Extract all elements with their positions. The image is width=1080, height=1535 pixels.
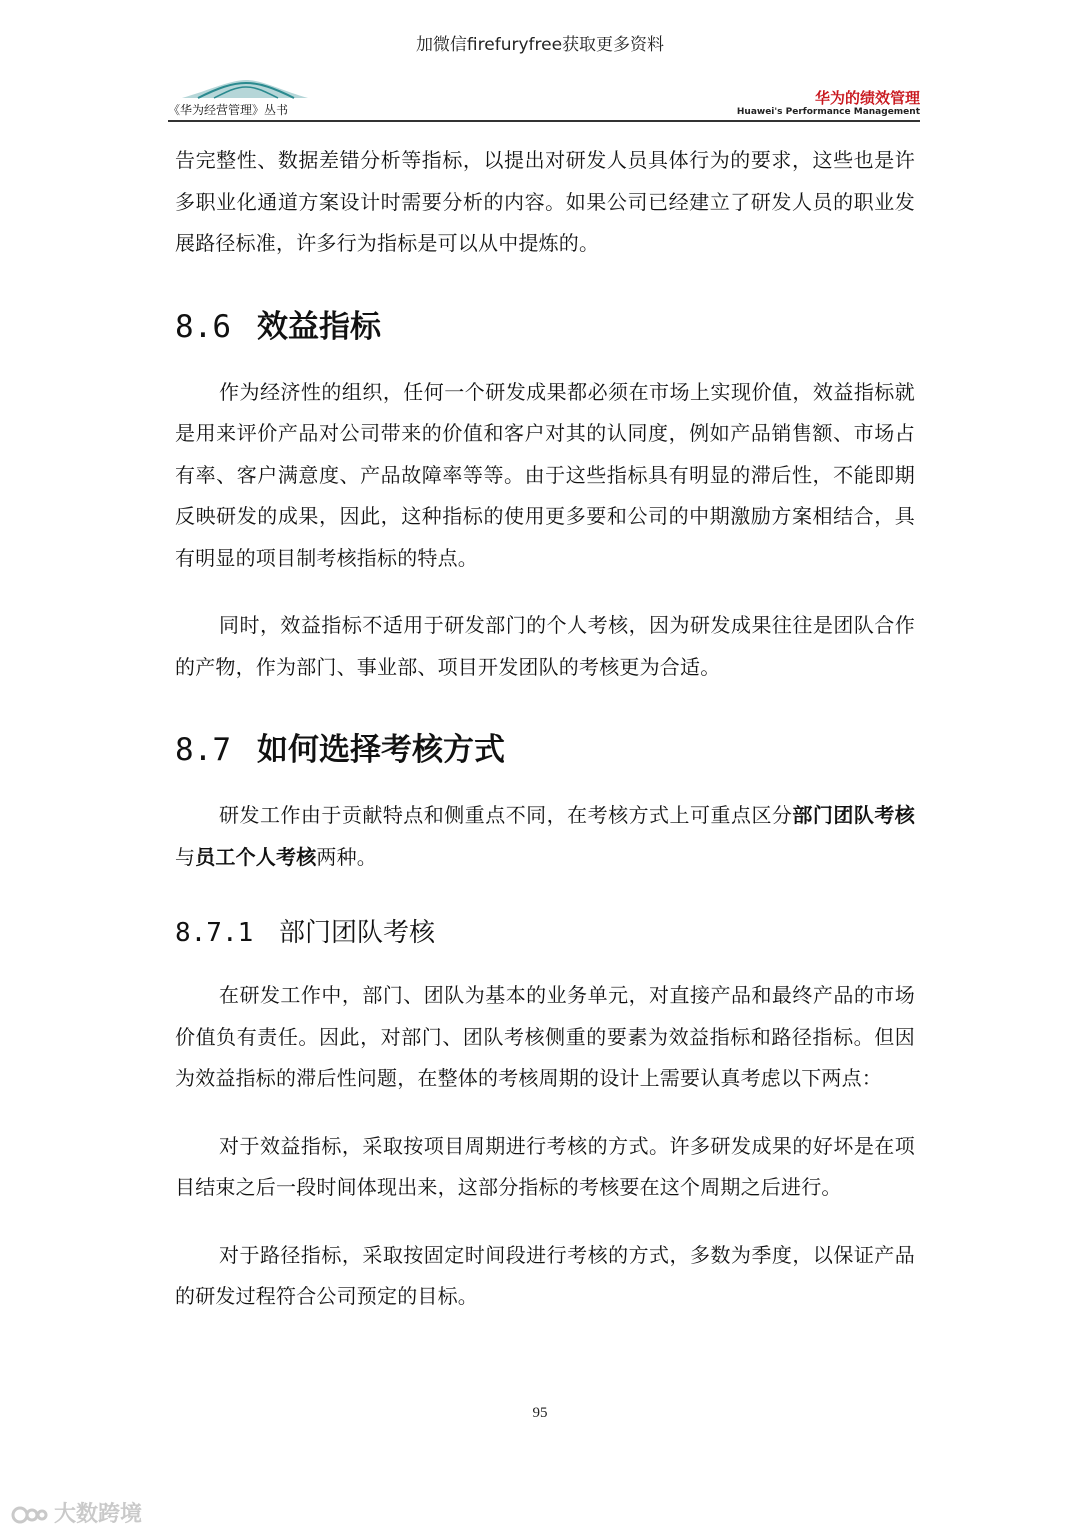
watermark-logo-icon	[10, 1503, 50, 1527]
paragraph-text: 两种。	[316, 844, 378, 869]
watermark-text: 大数跨境	[54, 1502, 143, 1527]
top-note: 加微信firefuryfree获取更多资料	[415, 35, 665, 55]
paragraph-text: 与	[175, 844, 196, 869]
section-heading-8-7	[175, 724, 915, 769]
paragraph: 对于路径指标，采取按固定时间段进行考核的方式，多数为季度，以保证产品的研发过程符合公司预定的目标。	[175, 1242, 915, 1308]
emphasis-individual: 员工个人考核	[195, 844, 317, 869]
mountain-logo-icon	[180, 76, 310, 102]
page-content	[175, 140, 915, 1318]
section-number: 8.7	[175, 732, 231, 768]
brand-block	[737, 90, 920, 118]
section-number: 8.6	[175, 308, 231, 345]
header-divider	[168, 120, 920, 122]
subsection-number: 8.7.1	[175, 918, 254, 948]
paragraph-text: 研发工作由于贡献特点和侧重点不同，在考核方式上可重点区分	[219, 803, 793, 827]
section-title: 如何选择考核方式	[257, 732, 505, 768]
intro-paragraph: 告完整性、数据差错分析等指标，以提出对研发人员具体行为的要求，这些也是许多职业化通道方案设计时需要分析的内容。如果公司已经建立了研发人员的职业发展路径标准，许多行为指标是可以从中提炼的。	[175, 148, 915, 255]
subsection-title: 部门团队考核	[279, 918, 436, 948]
paragraph	[175, 795, 915, 878]
series-title: 《华为经营管理》丛书	[168, 103, 289, 117]
paragraph: 在研发工作中，部门、团队为基本的业务单元，对直接产品和最终产品的市场价值负有责任。因此，对部门、团队考核侧重的要素为效益指标和路径指标。但因为效益指标的滞后性问题，在整体的考核周期的设计上需要认真考虑以下两点：	[175, 983, 915, 1090]
brand-title-en: Huawei's Performance Management	[736, 107, 920, 117]
emphasis-dept-team: 部门团队考核	[792, 803, 915, 827]
section-heading-8-6	[175, 301, 915, 346]
paragraph: 同时，效益指标不适用于研发部门的个人考核，因为研发成果往往是团队合作的产物，作为部门、事业部、项目开发团队的考核更为合适。	[175, 613, 915, 679]
watermark	[10, 1497, 142, 1528]
brand-title-cn: 华为的绩效管理	[814, 89, 920, 107]
subsection-heading-8-7-1	[175, 912, 915, 949]
paragraph: 作为经济性的组织，任何一个研发成果都必须在市场上实现价值，效益指标就是用来评价产品对公司带来的价值和客户对其的认同度，例如产品销售额、市场占有率、客户满意度、产品故障率等等。由于这些指标具有明显的滞后性，不能即期反映研发的成果，因此，这种指标的使用更多要和公司的中期激励方案相结合，具有明显的项目制考核指标的特点。	[175, 379, 915, 570]
section-title: 效益指标	[257, 308, 381, 345]
page-header	[168, 76, 920, 122]
page-number: 95	[532, 1405, 548, 1421]
paragraph: 对于效益指标，采取按项目周期进行考核的方式。许多研发成果的好坏是在项目结束之后一段时间体现出来，这部分指标的考核要在这个周期之后进行。	[175, 1133, 915, 1199]
